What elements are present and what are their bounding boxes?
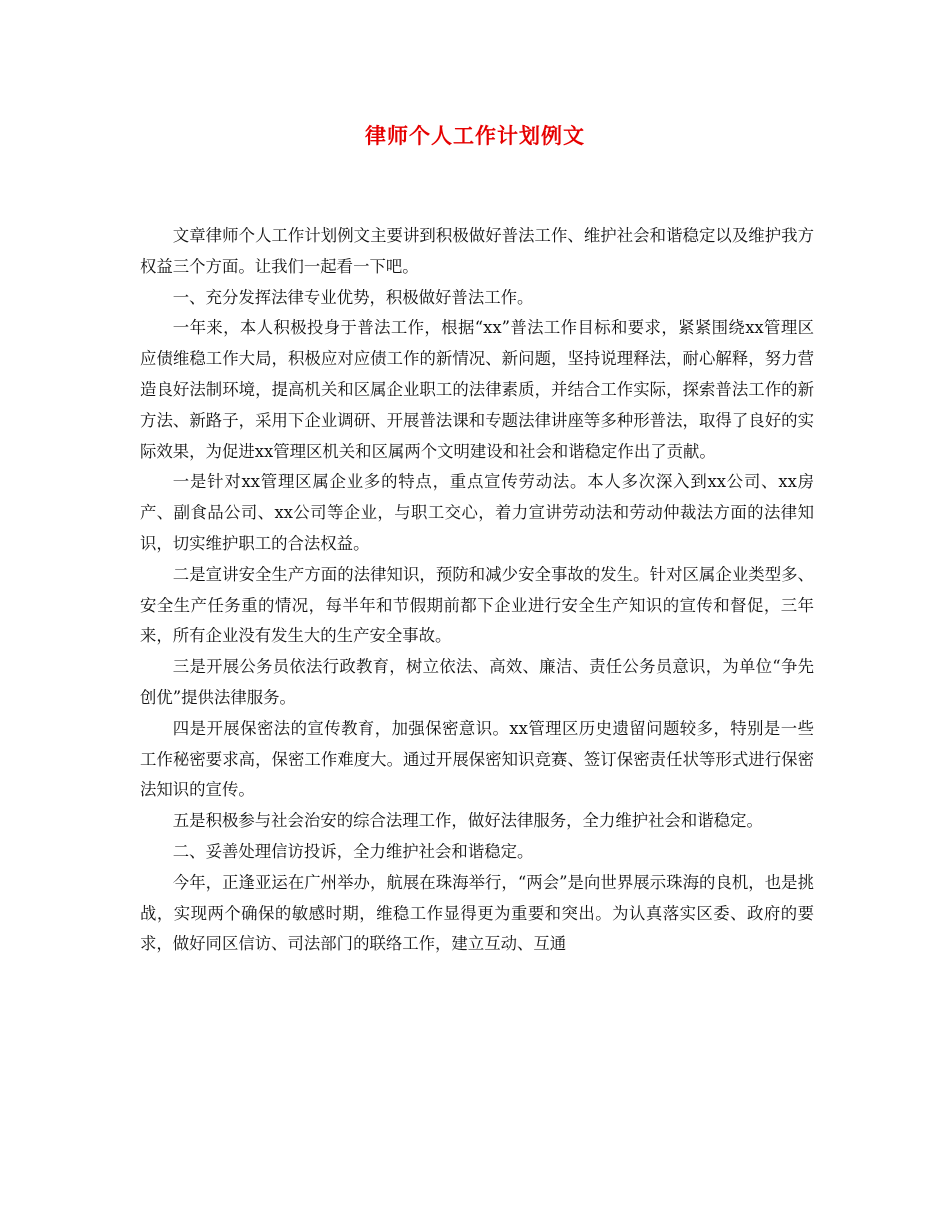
paragraph: 一是针对xx管理区属企业多的特点，重点宣传劳动法。本人多次深入到xx公司、xx房产、副食品公司、xx公司等企业，与职工交心，着力宣讲劳动法和劳动仲裁法方面的法律知识，切实维护职工的合法权益。 (140, 472, 814, 553)
paragraph: 二是宣讲安全生产方面的法律知识，预防和减少安全事故的发生。针对区属企业类型多、安全生产任务重的情况，每半年和节假期前都下企业进行安全生产知识的宣传和督促，三年来，所有企业没有发生大的生产安全事故。 (140, 564, 814, 646)
paragraph: 三是开展公务员依法行政教育，树立依法、高效、廉洁、责任公务员意识，为单位“争先创优”提供法律服务。 (140, 657, 814, 707)
paragraph: 四是开展保密法的宣传教育，加强保密意识。xx管理区历史遗留问题较多，特别是一些工作秘密要求高，保密工作难度大。通过开展保密知识竞赛、签订保密责任状等形式进行保密法知识的宣传。 (140, 718, 814, 800)
document-title: 律师个人工作计划例文 (365, 123, 585, 148)
section-heading-2: 二、妥善处理信访投诉，全力维护社会和谐稳定。 (172, 841, 534, 861)
section-heading-1: 一、充分发挥法律专业优势，积极做好普法工作。 (172, 287, 534, 307)
paragraph-intro: 文章律师个人工作计划例文主要讲到积极做好普法工作、维护社会和谐稳定以及维护我方权益三个方面。让我们一起看一下吧。 (140, 226, 814, 276)
paragraph: 五是积极参与社会治安的综合法理工作，做好法律服务，全力维护社会和谐稳定。 (172, 811, 763, 831)
paragraph: 一年来，本人积极投身于普法工作，根据“xx”普法工作目标和要求，紧紧围绕xx管理区应债维稳工作大局，积极应对应债工作的新情况、新问题，坚持说理释法，耐心解释，努力营造良好法制环境，提高机关和区属企业职工的法律素质，并结合工作实际，探索普法工作的新方法、新路子，采用下企业调研、开展普法课和专题法律讲座等多种形普法，取得了良好的实际效果，为促进xx管理区机关和区属两个文明建设和社会和谐稳定作出了贡献。 (140, 318, 814, 461)
document-body (140, 221, 814, 960)
paragraph: 今年，正逢亚运在广州举办，航展在珠海举行，“两会”是向世界展示珠海的良机，也是挑战，实现两个确保的敏感时期，维稳工作显得更为重要和突出。为认真落实区委、政府的要求，做好同区信访、司法部门的联络工作，建立互动、互通 (140, 872, 814, 954)
